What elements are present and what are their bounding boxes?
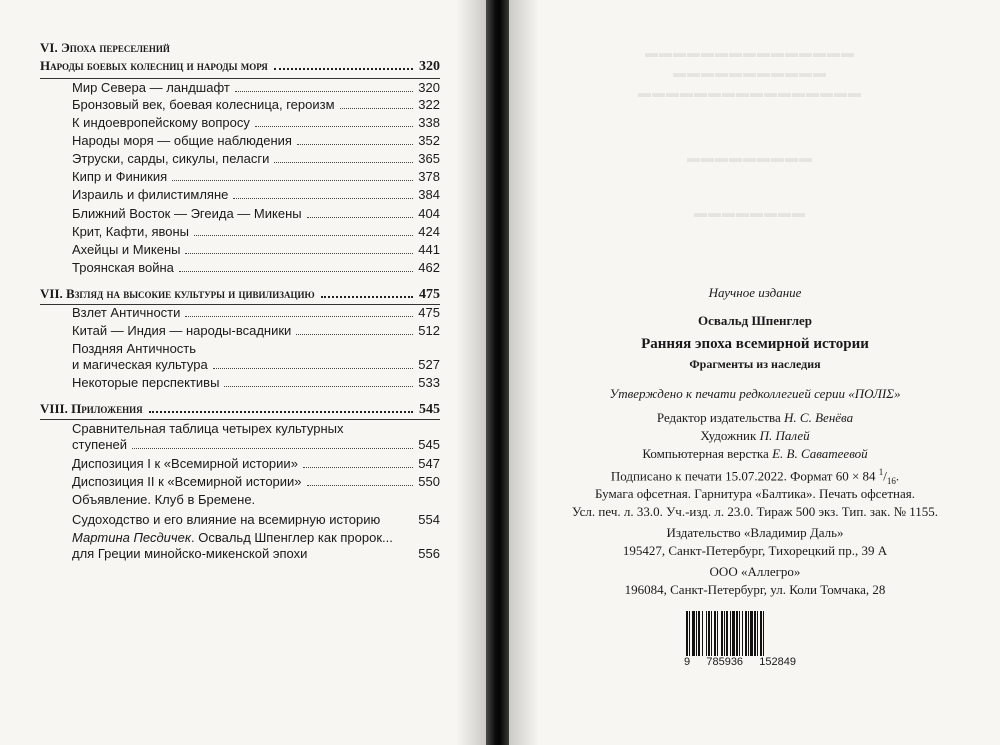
barcode-bar xyxy=(745,611,747,656)
barcode-bar xyxy=(736,611,738,656)
sheets-info: Усл. печ. л. 33.0. Уч.-изд. л. 23.0. Тираж 500 экз. Тип. зак. № 1155. xyxy=(572,504,938,519)
page-number: 547 xyxy=(418,456,440,471)
barcode-bar xyxy=(708,611,710,656)
barcode-bar xyxy=(702,611,703,656)
page-number: 475 xyxy=(418,305,440,320)
bleed-through-text: ▬▬▬▬▬▬▬▬▬ xyxy=(687,150,813,165)
credit-name: П. Палей xyxy=(759,428,810,443)
chapter-row xyxy=(40,401,440,419)
entry-title: Народы моря — общие наблюдения xyxy=(72,133,292,148)
credit-role: Редактор издательства xyxy=(656,410,781,425)
credit-editor xyxy=(520,410,990,426)
entry-title: Бронзовый век, боевая колесница, героизм xyxy=(72,97,335,112)
barcode-bar xyxy=(742,611,743,656)
page-number: 545 xyxy=(419,402,440,417)
chapter-subtitle: Народы боевых колесниц и народы моря xyxy=(40,58,268,73)
page-number: 365 xyxy=(418,151,440,166)
entry-title: Судоходство и его влияние на всемирную историю xyxy=(72,512,381,527)
entry-title: Взлет Античности xyxy=(72,305,181,320)
edition-type: Научное издание xyxy=(708,285,802,300)
chapter-heading xyxy=(40,40,170,56)
barcode-bar xyxy=(696,611,697,656)
toc-entry xyxy=(72,456,440,476)
bleed-through-text: ▬▬▬▬▬▬▬▬▬▬▬▬▬▬▬ xyxy=(645,45,855,60)
entry-title: и магическая культура xyxy=(72,357,208,372)
entry-title: Поздняя Античность xyxy=(72,341,197,356)
credit-name: Н. С. Венёва xyxy=(784,410,854,425)
toc-entry xyxy=(72,323,440,343)
bleed-through-text: ▬▬▬▬▬▬▬▬ xyxy=(694,205,806,220)
format-fraction-num: 1 xyxy=(878,467,884,477)
chapter-numeral: VIII. xyxy=(40,401,68,416)
paper-info: Бумага офсетная. Гарнитура «Балтика». Печать офсетная. xyxy=(595,486,915,501)
entry-title: Некоторые перспективы xyxy=(72,375,220,390)
barcode-bar xyxy=(721,611,723,656)
chapter-numeral: VII. xyxy=(40,286,63,301)
isbn-digits xyxy=(684,656,796,668)
toc-entry xyxy=(72,474,440,494)
entry-title: Диспозиция II к «Всемирной истории» xyxy=(72,474,302,489)
toc-entry xyxy=(72,187,440,207)
isbn-barcode xyxy=(684,611,796,656)
page-number: 533 xyxy=(418,375,440,390)
printer-name: ООО «Аллегро» xyxy=(709,564,801,579)
entry-title: Этруски, сарды, сикулы, пеласги xyxy=(72,151,270,166)
barcode-bar xyxy=(732,611,735,656)
chapter-row xyxy=(40,58,440,76)
toc-entry xyxy=(72,512,440,532)
toc-entry xyxy=(72,546,440,566)
page-number: 320 xyxy=(418,80,440,95)
toc-entry xyxy=(72,260,440,280)
divider xyxy=(40,78,440,79)
entry-title: К индоевропейскому вопросу xyxy=(72,115,250,130)
toc-entry xyxy=(72,151,440,171)
format-fraction-den: 16 xyxy=(886,475,896,486)
toc-entry xyxy=(72,437,440,457)
divider xyxy=(40,419,440,420)
barcode-bar xyxy=(754,611,756,656)
toc-entry xyxy=(72,133,440,153)
page-number: 352 xyxy=(418,133,440,148)
book-title: Ранняя эпоха всемирной истории xyxy=(641,336,869,352)
chapter-title: Взгляд на высокие культуры и цивилизацию xyxy=(66,286,315,301)
barcode-bar xyxy=(726,611,728,656)
publisher-name: Издательство «Владимир Даль» xyxy=(666,525,844,540)
page-number: 378 xyxy=(418,169,440,184)
barcode-bar xyxy=(717,611,718,656)
toc-entry xyxy=(72,206,440,226)
page-number: 512 xyxy=(418,323,440,338)
barcode-bar xyxy=(692,611,695,656)
entry-title: Ахейцы и Микены xyxy=(72,242,181,257)
barcode-bar xyxy=(739,611,740,656)
barcode-bar xyxy=(711,611,712,656)
barcode-bar xyxy=(760,611,762,656)
credit-name: Е. В. Саватеевой xyxy=(772,446,868,461)
entry-title: Сравнительная таблица четырех культурных xyxy=(72,421,344,436)
credit-role: Художник xyxy=(700,428,757,443)
page-number: 320 xyxy=(419,59,440,74)
barcode-bar xyxy=(757,611,758,656)
toc-entry xyxy=(72,375,440,395)
entry-title: Китай — Индия — народы-всадники xyxy=(72,323,292,338)
approval-note: Утверждено к печати редколлегией серии «ПОЛІΣ» xyxy=(609,386,901,401)
isbn-digit-group: 9 xyxy=(684,656,691,668)
book-author: Освальд Шпенглер xyxy=(697,313,813,328)
chapter-title: Эпоха переселений xyxy=(60,40,170,55)
entry-title: Израиль и филистимляне xyxy=(72,187,229,202)
chapter-row xyxy=(40,286,440,304)
page-number: 527 xyxy=(418,357,440,372)
bleed-through-text: ▬▬▬▬▬▬▬▬▬▬▬▬▬▬▬▬ xyxy=(638,85,862,100)
entry-title: Диспозиция I к «Всемирной истории» xyxy=(72,456,298,471)
page-number: 424 xyxy=(418,224,440,239)
entry-title: Ближний Восток — Эгеида — Микены xyxy=(72,206,302,221)
page-number: 322 xyxy=(418,97,440,112)
publisher-address: 195427, Санкт-Петербург, Тихорецкий пр., 39 А xyxy=(622,543,888,558)
print-signed-text: Подписано к печати 15.07.2022. Формат 60 × 84 xyxy=(610,468,876,484)
credit-layout xyxy=(520,446,990,462)
barcode-bar xyxy=(714,611,716,656)
page-number: 556 xyxy=(418,546,440,561)
page-number: 441 xyxy=(418,242,440,257)
toc-entry xyxy=(72,169,440,189)
book-subtitle: Фрагменты из наследия xyxy=(689,357,821,371)
isbn-digit-group: 152849 xyxy=(759,656,796,668)
isbn-digit-group: 785936 xyxy=(706,656,744,668)
print-signed-line: Подписано к печати 15.07.2022. Формат 60 × 84 $^1/_{16}$. xyxy=(610,467,900,486)
entry-title: Кипр и Финикия xyxy=(72,169,168,184)
toc-entry xyxy=(72,357,440,377)
entry-title: Крит, Кафти, явоны xyxy=(72,224,190,239)
entry-title: Объявление. Клуб в Бремене. xyxy=(72,492,256,507)
page-number: 554 xyxy=(418,512,440,527)
toc-entry xyxy=(72,97,440,117)
entry-title: для Греции минойско-микенской эпохи xyxy=(72,546,308,561)
credit-role: Компьютерная верстка xyxy=(642,446,769,461)
page-number: 384 xyxy=(418,187,440,202)
entry-title-rest: . Освальд Шпенглер как пророк... xyxy=(191,530,393,545)
chapter-numeral: VI. xyxy=(40,40,58,55)
page-number: 475 xyxy=(419,287,440,302)
barcode-bar xyxy=(698,611,700,656)
entry-title: Мир Севера — ландшафт xyxy=(72,80,230,95)
chapter-title: Приложения xyxy=(71,401,143,416)
page-number: 550 xyxy=(418,474,440,489)
barcode-bar xyxy=(730,611,731,656)
barcode-bar xyxy=(689,611,690,656)
printer-address: 196084, Санкт-Петербург, ул. Коли Томчака, 28 xyxy=(624,582,886,597)
bleed-through-text: ▬▬▬▬▬▬▬▬▬▬▬ xyxy=(673,65,827,80)
barcode-bar xyxy=(724,611,725,656)
toc-entry xyxy=(72,224,440,244)
barcode-bar xyxy=(686,611,688,656)
entry-author: Мартина Песдичек xyxy=(72,530,192,545)
barcode-bar xyxy=(706,611,707,656)
page-number: 338 xyxy=(418,115,440,130)
entry-title: ступеней xyxy=(72,437,128,452)
toc-entry xyxy=(72,115,440,135)
book-gutter xyxy=(486,0,509,745)
page-number: 404 xyxy=(418,206,440,221)
page-number: 462 xyxy=(418,260,440,275)
credit-artist xyxy=(520,428,990,444)
barcode-bar xyxy=(763,611,764,656)
toc-entry xyxy=(72,242,440,262)
barcode-bar xyxy=(748,611,749,656)
barcode-bar xyxy=(750,611,753,656)
entry-title: Троянская война xyxy=(72,260,174,275)
entry-title xyxy=(72,530,393,545)
page-number: 545 xyxy=(418,437,440,452)
toc-entry xyxy=(72,305,440,325)
